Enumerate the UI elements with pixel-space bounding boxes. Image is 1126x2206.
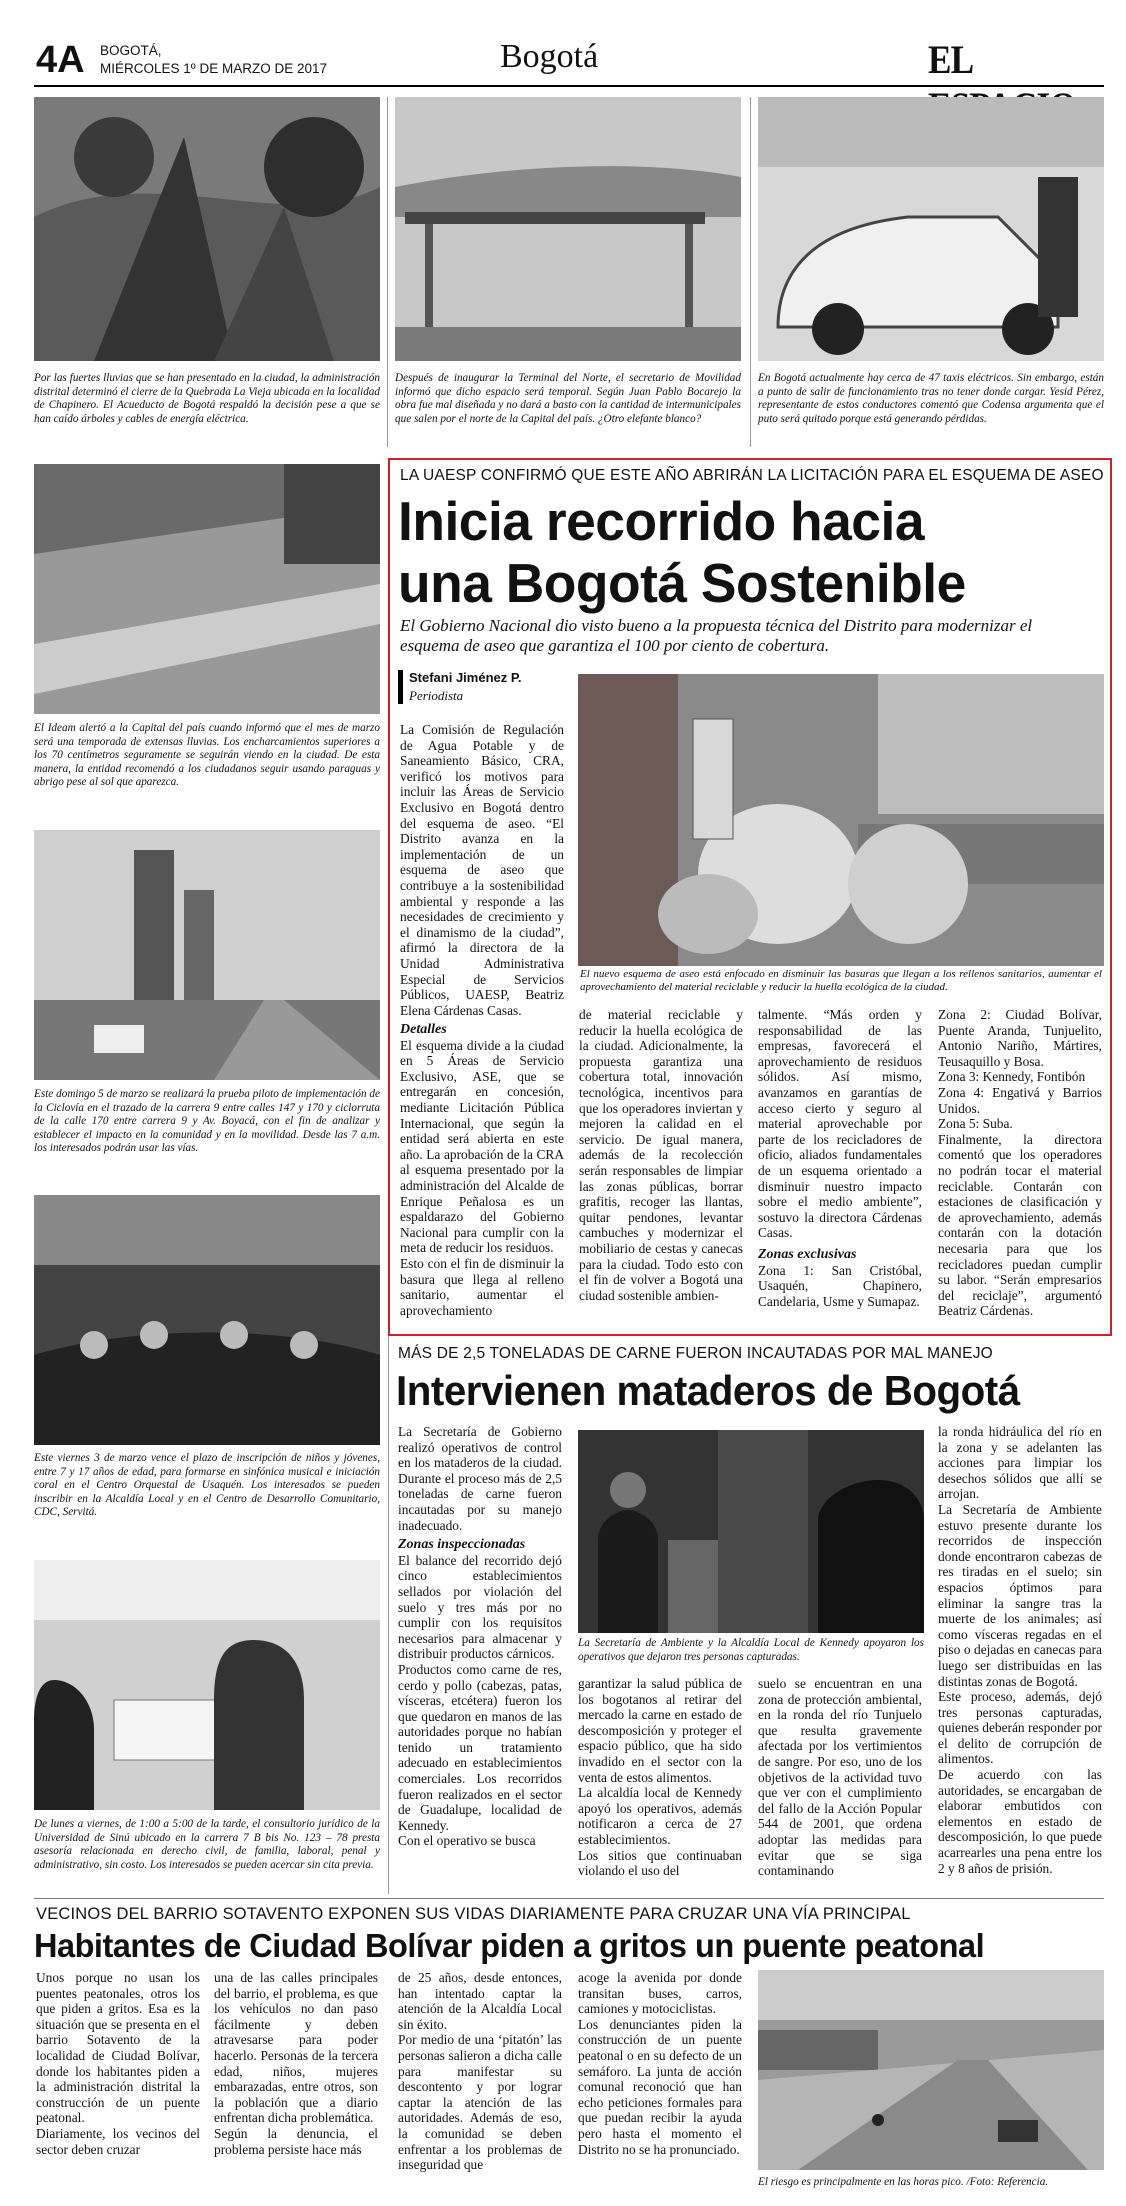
- brand-logo: EL: [928, 37, 972, 82]
- article2-kicker: MÁS DE 2,5 TONELADAS DE CARNE FUERON INCAUTADAS POR MAL MANEJO: [398, 1345, 993, 1362]
- article1-paragraph: Zona 5: Suba.: [938, 1116, 1013, 1132]
- article2-paragraph: El balance del recorrido dejó cinco establecimientos sellados por violación del suelo y tres más por no cumplir con los requisitos necesarios para almacenar y distribuir productos cárnicos.: [398, 1552, 562, 1662]
- photo-quebrada: [34, 97, 380, 361]
- article2-paragraph: la ronda hidráulica del río en la zona y se adelanten las acciones para limpiar los desechos sólidos que allí se arrojan.: [938, 1424, 1102, 1502]
- article1-col2: [579, 1007, 743, 1303]
- author-bar: [398, 670, 403, 704]
- article1-paragraph: La Comisión de Regulación de Agua Potable y de Saneamiento Básico, CRA, verificó los motivos para incluir las Áreas de Servicio Exclusivo en Bogotá dentro del esquema de aseo. “El Distrito avanza en la implementación de un esquema de aseo que contribuye a la sostenibilidad ambiental y responde a las necesidades de crecimiento y el dinamismo de la ciudad”, afirmó la directora de la Unidad Administrativa Especial de Servicios Públicos, UAESP, Beatriz Elena Cárdenas Casas.: [400, 722, 564, 1018]
- article1-paragraph: Zona 1: San Cristóbal, Usaquén, Chapinero, Candelaria, Usme y Sumapaz.: [758, 1262, 922, 1309]
- caption-sotavento: El riesgo es principalmente en las horas pico. /Foto: Referencia.: [758, 2176, 1049, 2188]
- article1-subhead-zonas: Zonas exclusivas: [758, 1246, 857, 1262]
- article2-paragraph: Con el operativo se busca: [398, 1833, 536, 1849]
- photo-ciclovia: [34, 830, 380, 1080]
- header-date: MIÉRCOLES 1º DE MARZO DE 2017: [100, 61, 327, 76]
- article3-kicker: VECINOS DEL BARRIO SOTAVENTO EXPONEN SUS VIDAS DIARIAMENTE PARA CRUZAR UNA VÍA PRINCIPAL: [36, 1905, 911, 1923]
- caption-terminal: Después de inaugurar la Terminal del Norte, el secretario de Movilidad informó que dicho espacio será temporal. Según Juan Pablo Bocarejo la obra fue mal diseñada y no dará a basto con la cantidad de intermunicipales que salen por el norte de la Capital del país. ¿Otro elefante blanco?: [395, 372, 741, 425]
- article3-paragraph: Según la denuncia, el problema persiste hace más: [214, 2125, 378, 2157]
- photo-consultorio: [34, 1560, 380, 1810]
- article3-paragraph: de 25 años, desde entonces, han intentado captar la atención de la Alcaldía Local sin éxito.: [398, 1970, 562, 2032]
- article2-paragraph: Este proceso, además, dejó tres personas capturadas, quienes deberán responder por el delito de corrupción de alimentos.: [938, 1689, 1102, 1767]
- article1-paragraph: Zona 3: Kennedy, Fontibón: [938, 1069, 1086, 1085]
- article1-paragraph: talmente. “Más orden y responsabilidad de las empresas, favorecerá el aprovechamiento de residuos sólidos. Así mismo, avanzamos en garantías de acceso cierto y seguro al material aprovechable por parte de los recicladores de oficio, aliados fundamentales de un esquema orientado a disminuir nuestro impacto sobre el medio ambiente”, sostuvo la directora Cárdenas Casas.: [758, 1007, 922, 1241]
- article2-paragraph: La Secretaría de Gobierno realizó operativos de control en los mataderos de la ciudad. Durante el proceso más de 2,5 toneladas de carne fueron incautadas por su manejo inadecuado.: [398, 1424, 562, 1533]
- article3-paragraph: acoge la avenida por donde transitan buses, carros, camiones y motociclistas.: [578, 1970, 742, 2017]
- caption-lluvias: El Ideam alertó a la Capital del país cuando informó que el mes de marzo será una temporada de extensas lluvias. Los encharcamientos superiores a los 70 centímetros seguramente se seguirán viendo en la ciudad. De esta manera, la entidad recomendó a los ciudadanos seguir usando paraguas y abrigo pese al sol que aparezca.: [34, 722, 380, 789]
- article1-kicker: LA UAESP CONFIRMÓ QUE ESTE AÑO ABRIRÁN LA LICITACIÓN PARA EL ESQUEMA DE ASEO: [400, 467, 1104, 484]
- article3-paragraph: Los denunciantes piden la construcción de un puente peatonal o en su defecto de un semáforo. La junta de acción comunal reconoció que han echo peticiones formales para que puedan recibir la ayuda pero hasta el momento el Distrito no se ha pronunciado.: [578, 2016, 742, 2157]
- article2-col2: [578, 1676, 742, 1879]
- article2-headline: Intervienen mataderos de Bogotá: [396, 1367, 1020, 1414]
- article1-paragraph: Zona 4: Engativá y Barrios Unidos.: [938, 1084, 1102, 1116]
- photo-lluvias: [34, 464, 380, 714]
- article1-headline-line2: una Bogotá Sostenible: [398, 552, 966, 614]
- article2-subhead: Zonas inspeccionadas: [398, 1537, 526, 1553]
- article1-author-role: Periodista: [409, 688, 464, 703]
- article1-deck: El Gobierno Nacional dio visto bueno a la propuesta técnica del Distrito para modernizar el esquema de aseo que garantiza el 100 por ciento de cobertura.: [400, 616, 1033, 655]
- article3-headline: Habitantes de Ciudad Bolívar piden a gritos un puente peatonal: [34, 1927, 985, 1964]
- article1-paragraph: El esquema divide a la ciudad en 5 Áreas de Servicio Exclusivo, ASE, que se entregarán en concesión, mediante Licitación Pública Internacional, que según la entidad será abierta en este año. La aprobación de la CRA al esquema presentado por la administración del Alcalde de Enrique Peñalosa es un espaldarazo del Gobierno Nacional para cumplir con la meta de reducir los residuos.: [400, 1037, 564, 1256]
- article3-paragraph: una de las calles principales del barrio, el problema, es que los vehículos no dan paso fácilmente y deben atravesarse para poder hacerlo. Personas de la tercera edad, niños, mujeres embarazadas, entre otros, son la población que a diario enfrentan dicha problemática.: [214, 1970, 378, 2126]
- caption-mataderos: La Secretaría de Ambiente y la Alcaldía Local de Kennedy apoyaron los operativos que dejaron tres personas capturadas.: [578, 1637, 924, 1663]
- article1-author: Stefani Jiménez P.: [409, 670, 522, 685]
- article2-paragraph: La Secretaría de Ambiente estuvo presente durante los recorridos de inspección donde encontraron cabezas de res tiradas en el suelo; sin espacios óptimos para eliminar la sangre tras la muerte de los animales; así como vísceras regadas en el piso o dejadas en canecas para luego ser distribuidas en las distintas zonas de Bogotá.: [938, 1501, 1102, 1689]
- photo-mataderos: [578, 1430, 924, 1633]
- article1-paragraph: de material reciclable y reducir la huella ecológica de la ciudad. Adicionalmente, la propuesta garantiza una cobertura total, innovación tecnológica, incentivos para que los operadores inviertan y mejoren la calidad en el servicio. De igual manera, además de la recolección serán responsables de limpiar las zonas públicas, borrar grafitis, recoger las llantas, quitar pendones, levantar cambuches y modernizar el mobiliario de cestas y canecas para la ciudad. Todo esto con el fin de volver a Bogotá una ciudad sostenible ambien-: [579, 1007, 743, 1303]
- article3-col3: [398, 1970, 562, 2173]
- article3-paragraph: Por medio de una ‘pitatón’ las personas salieron a dicha calle para manifestar su descontento y por lograr captar la atención de las autoridades. Además de eso, la comunidad se deben enfrentar a los problemas de inseguridad que: [398, 2032, 562, 2173]
- header-rule: [34, 85, 1104, 87]
- article1-col1: [400, 722, 564, 1018]
- caption-taxi: En Bogotá actualmente hay cerca de 47 taxis eléctricos. Sin embargo, están a punto de salir de funcionamiento tras no tener donde cargar. Yesid Pérez, representante de estos conductores comentó que Codensa argumenta que el puto será quitado porque está generando pérdidas.: [758, 372, 1104, 425]
- caption-orquesta: Este viernes 3 de marzo vence el plazo de inscripción de niños y jóvenes, entre 7 y 17 años de edad, para formarse en sinfónica musical e iniciación coral en el Centro Orquestal de Usaquén. Los interesados se pueden inscribir en la Alcaldía Local y en el Centro de Desarrollo Comunitario, CDC, Servitá.: [34, 1452, 380, 1519]
- article2-paragraph: Productos como carne de res, cerdo y pollo (cabezas, patas, vísceras, etcétera) fueron los que quedaron en manos de las autoridades porque no habían tenido un tratamiento adecuado en establecimientos comerciales. Los recorridos fueron realizados en el sector de Guadalupe, localidad de Kennedy.: [398, 1661, 562, 1833]
- article1-paragraph: Zona 2: Ciudad Bolívar, Puente Aranda, Tunjuelito, Antonio Nariño, Mártires, Teusaquillo y Bosa.: [938, 1007, 1102, 1069]
- article1-col4: [938, 1007, 1102, 1319]
- article2-paragraph: Los sitios que continuaban violando el uso del: [578, 1847, 742, 1879]
- section-rule: [34, 1898, 1104, 1899]
- article2-col1: [398, 1424, 562, 1849]
- photo-terminal: [395, 97, 741, 361]
- article1-subhead-detalles: Detalles: [400, 1022, 447, 1037]
- header-city: BOGOTÁ,: [100, 43, 162, 58]
- article3-col2: [214, 1970, 378, 2157]
- photo-taxi: [758, 97, 1104, 361]
- section-title: Bogotá: [500, 38, 599, 75]
- article2-paragraph: suelo se encuentran en una zona de protección ambiental, en la ronda del río Tunjuelo que resulta gravemente afectada por los vertimientos de sangre. Por eso, uno de los objetivos de la actividad tuvo que ver con el cumplimiento del fallo de la Acción Popular 544 de 2001, que ordena adoptar las medidas para evitar que se siga contaminando: [758, 1676, 922, 1879]
- article2-paragraph: De acuerdo con las autoridades, se encargaban de elaborar embutidos con elementos en estado de descomposición, lo que puede acarrearles una pena entre los 2 y 8 años de prisión.: [938, 1767, 1102, 1876]
- article1-paragraph: Esto con el fin de disminuir la basura que llega al relleno sanitario, aumentar el aprovechamiento: [400, 1255, 564, 1318]
- page-number: 4A: [36, 39, 85, 81]
- caption-basuras: El nuevo esquema de aseo está enfocado en disminuir las basuras que llegan a los rellenos sanitarios, aumentar el aprovechamiento del material reciclable y reducir la huella ecológica de la ciudad.: [580, 968, 1102, 993]
- caption-quebrada: Por las fuertes lluvias que se han presentado en la ciudad, la administración distrital determinó el cierre de la Quebrada La Vieja ubicada en la localidad de Chapinero. El Acueducto de Bogotá respaldó la decisión pese a que se han caído árboles y cables de energía eléctrica.: [34, 372, 380, 425]
- article3-col4: [578, 1970, 742, 2157]
- article2-paragraph: La alcaldía local de Kennedy apoyó los operativos, además notificaron a cerca de 27 establecimientos.: [578, 1785, 742, 1847]
- caption-ciclovia: Este domingo 5 de marzo se realizará la prueba piloto de implementación de la Ciclovía en el trazado de la carrera 9 entre calles 147 y 170 y ciclorruta de la calle 170 entre carrera 9 y Av. Boyacá, con el fin de analizar y establecer el impacto en la comunidad y en la movilidad. Desde las 7 a.m. los interesados podrán usar las vías.: [34, 1088, 380, 1155]
- photo-sotavento: [758, 1970, 1104, 2170]
- caption-consultorio: De lunes a viernes, de 1:00 a 5:00 de la tarde, el consultorio jurídico de la Universidad de Sinú ubicado en la carrera 7 B bis No. 123 – 78 presta asesoría relacionada en derecho civil, de familia, laboral, penal y administrativo, sin costo. Los interesados se pueden acercar sin cita previa.: [34, 1818, 380, 1871]
- article2-col3: [758, 1676, 922, 1879]
- article1-paragraph: Finalmente, la directora comentó que los operadores no podrán tocar el material reciclable. Contarán con estaciones de clasificación y de aprovechamiento, además contarán con la dotación necesaria para que los recicladores puedan cumplir su labor. “Serán empresarios del reciclaje”, argumentó Beatriz Cárdenas.: [938, 1131, 1102, 1319]
- article1-headline-line1: Inicia recorrido hacia: [398, 490, 925, 552]
- article3-paragraph: Unos porque no usan los puentes peatonales, otros los que piden a gritos. Esa es la situación que se presenta en el barrio Sotavento de la localidad de Ciudad Bolívar, donde los habitantes piden a la administración distrital la construcción de un puente peatonal.: [36, 1970, 200, 2126]
- photo-basuras: [578, 674, 1104, 966]
- article2-col4: [938, 1424, 1102, 1876]
- article3-paragraph: Diariamente, los vecinos del sector deben cruzar: [36, 2125, 200, 2157]
- article3-col1: [36, 1970, 200, 2157]
- article1-col3: [758, 1007, 922, 1309]
- photo-orquesta: [34, 1195, 380, 1445]
- article1-col1-continued: [400, 1022, 564, 1318]
- article2-paragraph: garantizar la salud pública de los bogotanos al retirar del mercado la carne en estado de descomposición y proteger el espacio público, que ha sido invadido en el sector con la venta de estos alimentos.: [578, 1676, 742, 1785]
